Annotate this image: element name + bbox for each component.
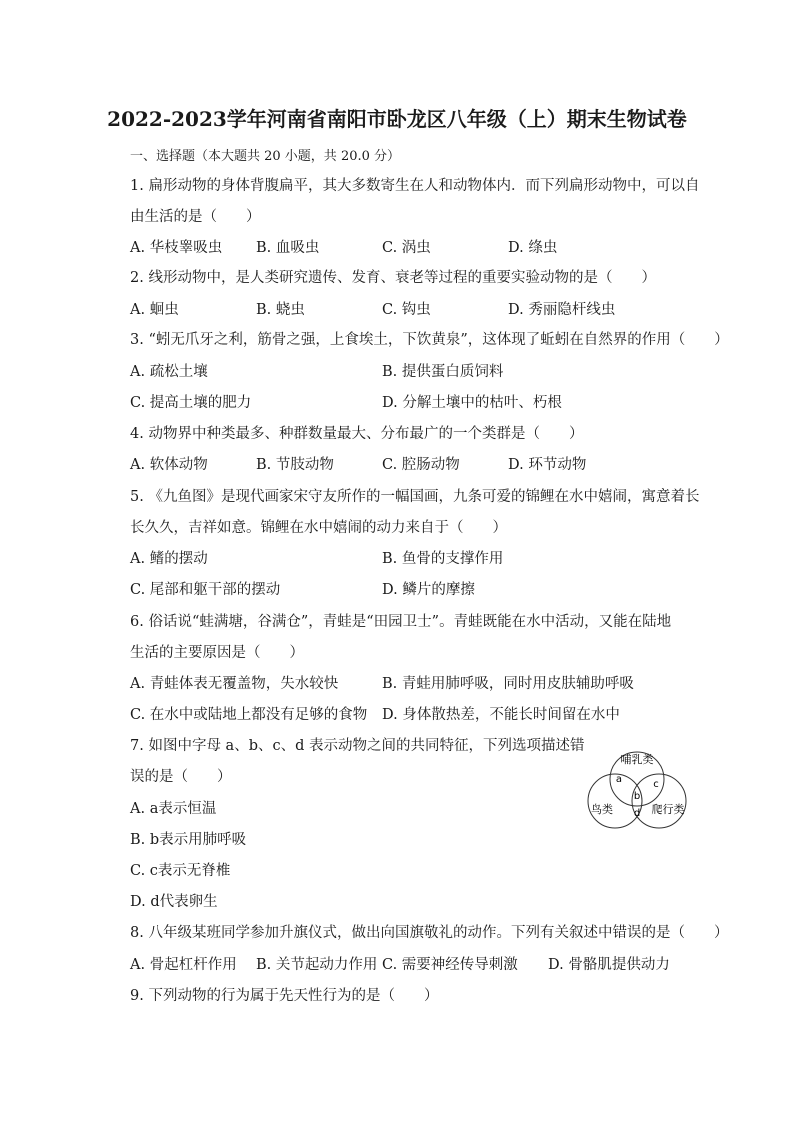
question-6-option-b[interactable]: B. 青蛙用肺呼吸，同时用皮肤辅助呼吸 xyxy=(382,676,634,692)
question-8-option-c[interactable]: C. 需要神经传导刺激 xyxy=(382,957,518,973)
question-3-line-1: 3. “蚓无爪牙之利，筋骨之强，上食埃土，下饮黄泉”，这体现了蚯蚓在自然界的作用（ ） xyxy=(130,332,729,348)
question-3-option-b[interactable]: B. 提供蛋白质饲料 xyxy=(382,364,504,380)
venn-letter-c: c xyxy=(653,779,659,790)
question-2-option-a[interactable]: A. 蛔虫 xyxy=(130,302,179,318)
section-heading: 一、选择题（本大题共 20 小题，共 20.0 分） xyxy=(130,149,401,164)
question-4-line-1: 4. 动物界中种类最多、种群数量最大、分布最广的一个类群是（ ） xyxy=(130,426,584,442)
venn-letter-b: b xyxy=(633,791,641,802)
question-8-line-1: 8. 八年级某班同学参加升旗仪式，做出向国旗敬礼的动作。下列有关叙述中错误的是（ ） xyxy=(130,925,729,941)
question-7-option-d[interactable]: D. d代表卵生 xyxy=(130,894,218,910)
question-3-option-a[interactable]: A. 疏松土壤 xyxy=(130,364,208,380)
question-3-option-d[interactable]: D. 分解土壤中的枯叶、朽根 xyxy=(382,395,562,411)
question-1-option-d[interactable]: D. 绦虫 xyxy=(508,240,558,256)
question-4-option-c[interactable]: C. 腔肠动物 xyxy=(382,457,460,473)
venn-letter-a: a xyxy=(615,774,623,785)
venn-diagram xyxy=(582,748,692,830)
venn-letter-d: d xyxy=(633,808,641,819)
question-5-line-2: 长久久，吉祥如意。锦鲤在水中嬉闹的动力来自于（ ） xyxy=(130,520,507,536)
question-2-option-d[interactable]: D. 秀丽隐杆线虫 xyxy=(508,302,616,318)
question-4-option-d[interactable]: D. 环节动物 xyxy=(508,457,587,473)
question-9-line-1: 9. 下列动物的行为属于先天性行为的是（ ） xyxy=(130,988,439,1004)
question-2-option-b[interactable]: B. 蛲虫 xyxy=(256,302,305,318)
question-1-line-1: 1. 扁形动物的身体背腹扁平，其大多数寄生在人和动物体内．而下列扁形动物中，可以自 xyxy=(130,178,700,194)
question-8-option-d[interactable]: D. 骨骼肌提供动力 xyxy=(548,957,670,973)
question-5-option-c[interactable]: C. 尾部和躯干部的摆动 xyxy=(130,582,281,598)
question-6-option-d[interactable]: D. 身体散热差，不能长时间留在水中 xyxy=(382,707,620,723)
question-7-line-2: 误的是（ ） xyxy=(130,769,232,785)
question-6-option-c[interactable]: C. 在水中或陆地上都没有足够的食物 xyxy=(130,707,368,723)
question-3-option-c[interactable]: C. 提高土壤的肥力 xyxy=(130,395,252,411)
question-8-option-a[interactable]: A. 骨起杠杆作用 xyxy=(130,957,237,973)
question-4-option-b[interactable]: B. 节肢动物 xyxy=(256,457,334,473)
page-title: 2022-2023学年河南省南阳市卧龙区八年级（上）期末生物试卷 xyxy=(107,107,687,131)
question-1-line-2: 由生活的是（ ） xyxy=(130,209,261,225)
question-7-option-c[interactable]: C. c表示无脊椎 xyxy=(130,863,231,879)
question-6-line-2: 生活的主要原因是（ ） xyxy=(130,645,304,661)
question-7-option-b[interactable]: B. b表示用肺呼吸 xyxy=(130,832,247,848)
question-5-option-d[interactable]: D. 鳞片的摩擦 xyxy=(382,582,475,598)
question-4-option-a[interactable]: A. 软体动物 xyxy=(130,457,208,473)
venn-label-mammal: 哺乳类 xyxy=(620,753,654,766)
question-2-line-1: 2. 线形动物中，是人类研究遗传、发育、衰老等过程的重要实验动物的是（ ） xyxy=(130,270,656,286)
question-5-line-1: 5. 《九鱼图》是现代画家宋守友所作的一幅国画，九条可爱的锦鲤在水中嬉闹，寓意着长 xyxy=(130,489,700,505)
question-6-option-a[interactable]: A. 青蛙体表无覆盖物，失水较快 xyxy=(130,676,339,692)
question-5-option-b[interactable]: B. 鱼骨的支撑作用 xyxy=(382,551,504,567)
question-1-option-c[interactable]: C. 涡虫 xyxy=(382,240,431,256)
question-7-line-1: 7. 如图中字母 a、b、c、d 表示动物之间的共同特征，下列选项描述错 xyxy=(130,738,585,754)
question-1-option-a[interactable]: A. 华枝睾吸虫 xyxy=(130,240,223,256)
venn-label-reptile: 爬行类 xyxy=(651,803,685,816)
question-7-option-a[interactable]: A. a表示恒温 xyxy=(130,801,217,817)
venn-label-bird: 鸟类 xyxy=(591,803,613,816)
question-1-option-b[interactable]: B. 血吸虫 xyxy=(256,240,320,256)
question-2-option-c[interactable]: C. 钩虫 xyxy=(382,302,431,318)
question-6-line-1: 6. 俗话说“蛙满塘，谷满仓”，青蛙是“田园卫士”。青蛙既能在水中活动，又能在陆地 xyxy=(130,614,672,630)
question-5-option-a[interactable]: A. 鳍的摆动 xyxy=(130,551,208,567)
question-8-option-b[interactable]: B. 关节起动力作用 xyxy=(256,957,378,973)
